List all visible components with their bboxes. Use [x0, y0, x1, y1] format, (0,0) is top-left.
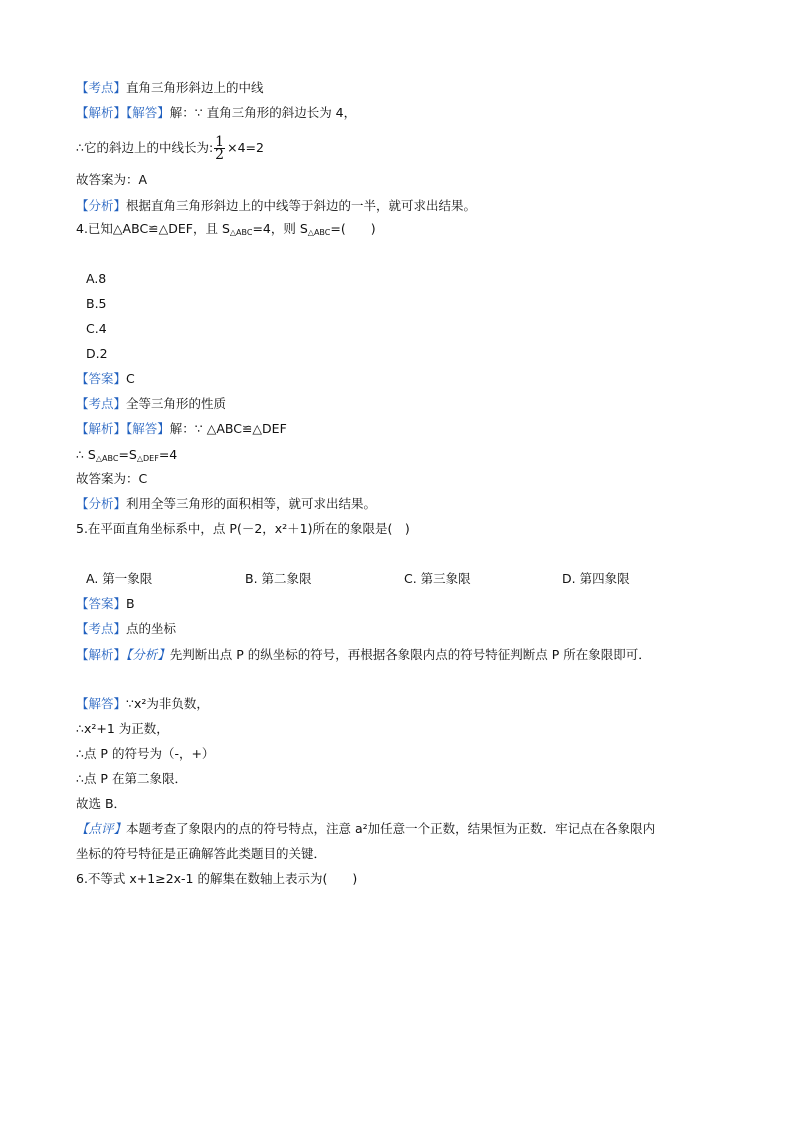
q5-dianping-line [76, 820, 655, 838]
result-suffix: ×4=2 [227, 140, 264, 155]
area-subscript: △ABC [95, 454, 119, 463]
daan-tag: 【答案】 [76, 596, 127, 611]
q4-fenxi-line [76, 495, 376, 513]
jiexi-tag: 【解析】 [76, 105, 127, 120]
area-subscript: △DEF [136, 454, 159, 463]
q5-answer [76, 595, 135, 613]
q4-answer [76, 370, 135, 388]
fenxi-italic-tag: 【分析】 [126, 647, 170, 662]
q5-kaodian-line [76, 620, 176, 638]
q4-option-a: A.8 [86, 271, 107, 286]
result-prefix: ∴它的斜边上的中线长为: [76, 140, 214, 155]
jieda-text: 解：∵ △ABC≌△DEF [169, 421, 287, 436]
jieda-tag: 【解答】 [76, 696, 127, 711]
kaodian-text: 直角三角形斜边上的中线 [126, 80, 264, 95]
dianping-text: 本题考查了象限内的点的符号特点，注意 a²加任意一个正数，结果恒为正数．牢记点在各象限内 [126, 821, 656, 836]
fenxi-tag: 【分析】 [76, 198, 127, 213]
q3-fenxi-line [76, 197, 476, 215]
q3-kaodian-line [76, 79, 264, 97]
q4-option-b: B.5 [86, 296, 107, 311]
q5-jieda-line [76, 695, 209, 713]
q4-area-line [76, 446, 177, 468]
q4-answer-line: 故答案为：C [76, 471, 148, 486]
q6-stem: 6.不等式 x+1≥2x-1 的解集在数轴上表示为( ) [76, 871, 358, 886]
q3-result-line [76, 135, 264, 161]
q4-jiexi-line [76, 420, 287, 438]
q4-stem [76, 220, 376, 242]
kaodian-tag: 【考点】 [76, 396, 127, 411]
q4-stem-part: =( ) [330, 221, 376, 236]
q4-kaodian-line [76, 395, 226, 413]
daan-tag: 【答案】 [76, 371, 127, 386]
q5-step-4: ∴点 P 在第二象限． [76, 771, 187, 786]
jiexi-tag: 【解析】 [76, 421, 127, 436]
q3-jiexi-line [76, 104, 356, 122]
q5-step-3: ∴点 P 的符号为（-，+） [76, 746, 215, 761]
q5-jiexi-line [76, 646, 651, 664]
q5-step-2: ∴x²+1 为正数， [76, 721, 169, 736]
fraction-denominator: 2 [215, 147, 225, 163]
q5-option-b: B. 第二象限 [245, 571, 312, 586]
q5-dianping-line-2: 坐标的符号特征是正确解答此类题目的关键． [76, 846, 327, 861]
area-part: ∴ S [76, 447, 96, 462]
jieda-text: ∵x²为非负数， [126, 696, 209, 711]
q4-option-d: D.2 [86, 346, 108, 361]
area-part: =S [118, 447, 137, 462]
dianping-tag: 【点评】 [76, 821, 127, 836]
kaodian-text: 全等三角形的性质 [126, 396, 227, 411]
answer-value: C [126, 371, 135, 386]
area-part: =4 [158, 447, 178, 462]
fenxi-tag: 【分析】 [76, 496, 127, 511]
q4-stem-part: 4.已知△ABC≌△DEF，且 S [76, 221, 230, 236]
q3-answer-line: 故答案为：A [76, 172, 148, 187]
jieda-text: 解：∵ 直角三角形的斜边长为 4， [169, 105, 357, 120]
jiexi-text: 先判断出点 P 的纵坐标的符号，再根据各象限内点的符号特征判断点 P 所在象限即可． [169, 647, 651, 662]
q5-stem: 5.在平面直角坐标系中，点 P(－2，x²＋1)所在的象限是( ) [76, 521, 410, 536]
q5-option-d: D. 第四象限 [562, 571, 630, 586]
jieda-tag: 【解答】 [126, 421, 170, 436]
jieda-tag: 【解答】 [126, 105, 170, 120]
q4-option-c: C.4 [86, 321, 107, 336]
fenxi-text: 利用全等三角形的面积相等，就可求出结果。 [126, 496, 377, 511]
fenxi-text: 根据直角三角形斜边上的中线等于斜边的一半，就可求出结果。 [126, 198, 477, 213]
q5-option-a: A. 第一象限 [86, 571, 153, 586]
kaodian-tag: 【考点】 [76, 80, 127, 95]
kaodian-tag: 【考点】 [76, 621, 127, 636]
q4-stem-subscript: △ABC [229, 228, 253, 237]
kaodian-text: 点的坐标 [126, 621, 177, 636]
q4-stem-part: =4，则 S [252, 221, 308, 236]
fraction-numerator: 1 [215, 134, 225, 150]
q4-stem-subscript: △ABC [307, 228, 331, 237]
q5-option-c: C. 第三象限 [404, 571, 471, 586]
fraction-one-half [214, 136, 225, 161]
jiexi-tag: 【解析】 [76, 647, 127, 662]
q5-step-5: 故选 B． [76, 796, 127, 811]
answer-value: B [126, 596, 135, 611]
